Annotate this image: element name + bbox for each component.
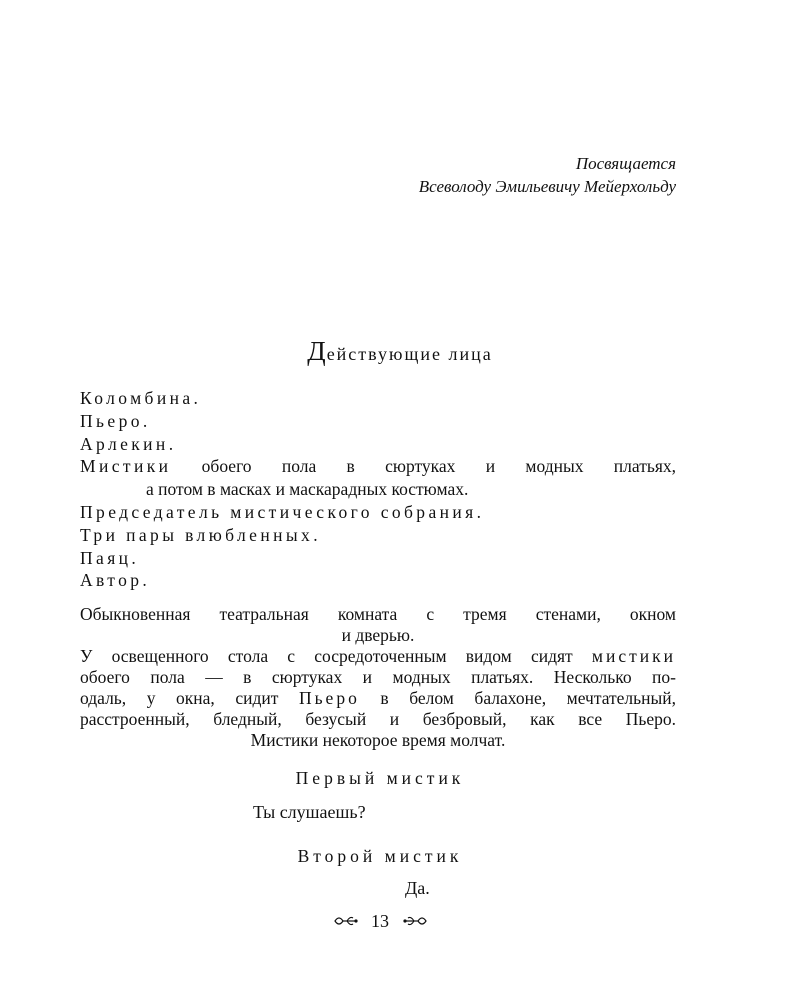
stage-line: Мистики некоторое время молчат. <box>250 730 506 750</box>
speaker-name: Второй мистик <box>297 846 463 866</box>
cast-list <box>80 387 676 592</box>
speaker-name: Первый мистик <box>295 768 465 788</box>
cast-item: Мистики обоего пола в сюртуках и модных платьях, <box>80 456 676 477</box>
cast-item: Три пары влюбленных. <box>80 524 318 545</box>
fleuron-left-icon <box>333 914 359 928</box>
section-heading <box>0 336 800 367</box>
cast-item: Арлекин. <box>80 433 174 454</box>
cast-item: Паяц. <box>80 547 136 568</box>
cast-item: Пьеро. <box>80 410 148 431</box>
dedication <box>419 152 676 198</box>
stage-direction <box>80 604 676 751</box>
stage-line: расстроенный, бледный, безусый и безбровый, как все Пьеро. <box>80 709 676 729</box>
stage-line: обоего пола — в сюртуках и модных платьях. Несколько по- <box>80 667 676 687</box>
stage-line: и дверью. <box>341 625 415 645</box>
cast-item: Автор. <box>80 570 147 591</box>
page-number: 13 <box>371 911 389 931</box>
cast-item-continuation: а потом в масках и маскарадных костюмах. <box>146 479 469 500</box>
heading-word-1: ействующие <box>326 344 442 364</box>
cast-item: Председатель мистического собрания. <box>80 501 481 522</box>
dialogue-line: Да. <box>405 878 430 898</box>
page-footer <box>0 911 760 932</box>
dedication-line-2: Всеволоду Эмильевичу Мейерхольду <box>418 177 676 196</box>
dialogue-line: Ты слушаешь? <box>253 802 366 822</box>
stage-line: одаль, у окна, сидит Пьеро в белом балахоне, мечтательный, <box>80 688 677 708</box>
dedication-line-1: Посвящается <box>575 154 676 173</box>
heading-word-2: лица <box>448 344 493 364</box>
cast-item: Коломбина. <box>80 388 198 408</box>
stage-line: У освещенного стола с сосредоточенным видом сидят мистики <box>80 646 676 666</box>
fleuron-right-icon <box>402 914 428 928</box>
heading-initial: Д <box>307 336 327 366</box>
stage-line: Обыкновенная театральная комната с тремя стенами, окном <box>80 604 676 624</box>
